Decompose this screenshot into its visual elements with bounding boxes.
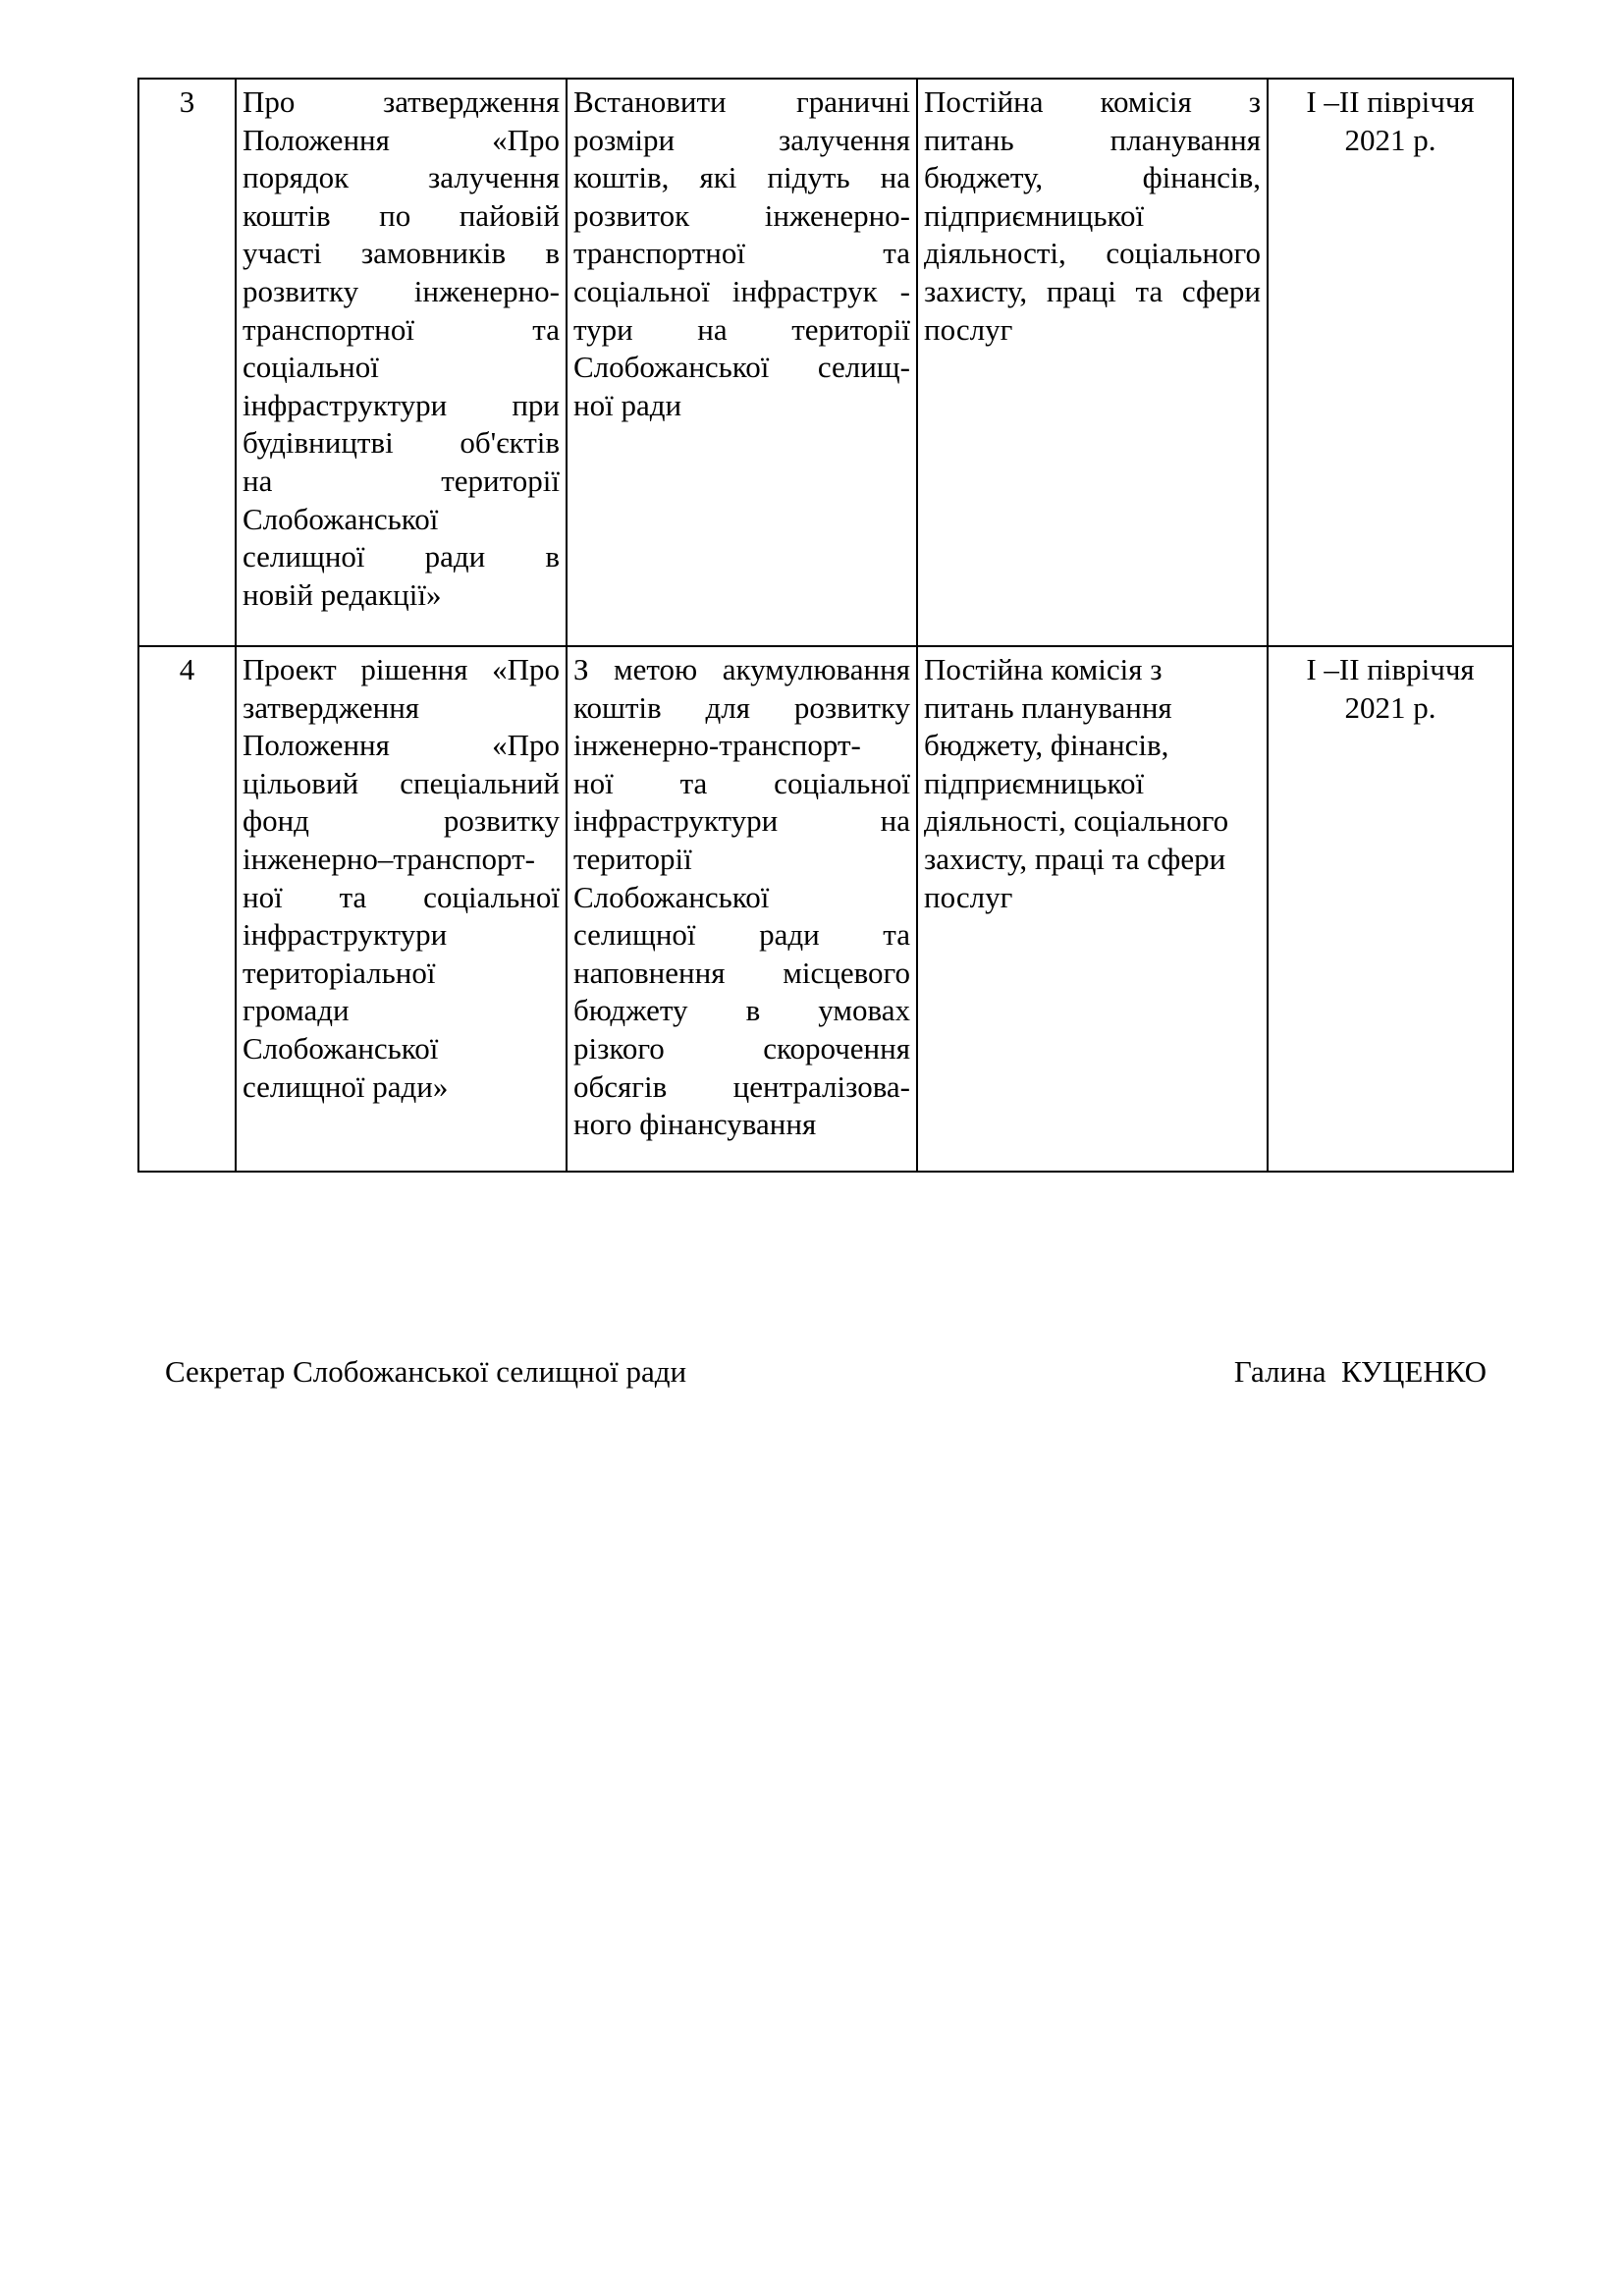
- cell-line: ної та соціальної: [573, 765, 910, 800]
- cell-line: ного фінансування: [573, 1107, 817, 1142]
- cell-line: Слобожанської: [243, 1030, 439, 1066]
- cell-line: підприємницької: [924, 765, 1145, 800]
- cell-line: послуг: [924, 311, 1013, 347]
- cell-line: на території: [243, 463, 560, 498]
- cell-line: тури на території: [573, 311, 910, 347]
- purpose-cell: [567, 646, 917, 1172]
- cell-line: інфраструктури на: [573, 803, 910, 839]
- cell-line: розвитку інженерно-: [243, 273, 560, 308]
- cell-line: Постійна комісія з: [924, 652, 1163, 686]
- cell-line: розміри залучення: [573, 122, 910, 157]
- cell-line: новій редакції»: [243, 576, 442, 612]
- responsible-cell: [917, 646, 1268, 1172]
- cell-line: транспортної та: [573, 236, 910, 271]
- cell-line: соціальної інфраструк -: [573, 273, 910, 308]
- cell-line: коштів по пайовій: [243, 197, 560, 233]
- cell-line: коштів для розвитку: [573, 689, 910, 725]
- cell-line: порядок залучення: [243, 160, 560, 195]
- cell-line: обсягів централізова-: [573, 1068, 910, 1104]
- cell-line: селищної ради»: [243, 1068, 449, 1104]
- cell-line: затвердження: [243, 689, 420, 725]
- cell-line: З метою акумулювання: [573, 652, 910, 686]
- cell-line: бюджету, фінансів,: [924, 728, 1169, 763]
- cell-line: Проект рішення «Про: [243, 652, 560, 686]
- cell-line: різкого скорочення: [573, 1030, 910, 1066]
- signature-name: Галина КУЦЕНКО: [1233, 1354, 1487, 1389]
- cell-line: діяльності, соціального: [924, 236, 1261, 271]
- cell-line: участі замовників в: [243, 236, 560, 271]
- cell-line: коштів, які підуть на: [573, 160, 910, 195]
- cell-line: інженерно-транспорт-: [573, 728, 861, 763]
- cell-line: питань планування: [924, 689, 1172, 725]
- signature-position: Секретар Слобожанської селищної ради: [165, 1354, 687, 1389]
- cell-line: наповнення місцевого: [573, 955, 910, 990]
- responsible-cell: [917, 79, 1268, 646]
- cell-line: будівництві об'єктів: [243, 425, 560, 461]
- cell-line: бюджету, фінансів,: [924, 160, 1261, 195]
- term-cell: [1268, 79, 1513, 646]
- table-row: [138, 646, 1513, 1172]
- cell-line: Положення «Про: [243, 122, 560, 157]
- cell-line: фонд розвитку: [243, 803, 560, 839]
- cell-line: Постійна комісія з: [924, 84, 1261, 119]
- cell-line: території: [573, 841, 692, 876]
- cell-line: інфраструктури при: [243, 387, 560, 422]
- cell-line: громади: [243, 993, 350, 1028]
- purpose-cell: [567, 79, 917, 646]
- cell-line: Слобожанської: [243, 501, 439, 536]
- cell-line: Про затвердження: [243, 84, 560, 119]
- cell-line: питань планування: [924, 122, 1261, 157]
- cell-line: цільовий спеціальний: [243, 765, 560, 800]
- cell-line: Слобожанської селищ-: [573, 350, 910, 385]
- cell-line: підприємницької: [924, 197, 1145, 233]
- term-cell: [1268, 646, 1513, 1172]
- cell-line: транспортної та: [243, 311, 560, 347]
- title-cell: [236, 79, 567, 646]
- cell-line: Слобожанської: [573, 879, 770, 914]
- row-number-cell: [138, 646, 236, 1172]
- cell-line: територіальної: [243, 955, 436, 990]
- cell-line: селищної ради та: [573, 917, 910, 953]
- row-number: 3: [179, 84, 195, 119]
- cell-line: І –ІІ півріччя: [1306, 652, 1475, 686]
- cell-line: захисту, праці та сфери: [924, 841, 1226, 876]
- cell-line: 2021 р.: [1344, 689, 1436, 725]
- table-row: [138, 79, 1513, 646]
- cell-line: діяльності, соціального: [924, 803, 1229, 839]
- cell-line: соціальної: [243, 350, 379, 385]
- cell-line: Положення «Про: [243, 728, 560, 763]
- cell-line: послуг: [924, 879, 1013, 914]
- cell-line: ної та соціальної: [243, 879, 560, 914]
- cell-line: І –ІІ півріччя: [1306, 84, 1475, 119]
- row-number: 4: [179, 652, 195, 686]
- row-number-cell: [138, 79, 236, 646]
- cell-line: бюджету в умовах: [573, 993, 910, 1028]
- cell-line: 2021 р.: [1344, 122, 1436, 157]
- plan-table: [137, 78, 1514, 1173]
- cell-line: селищної ради в: [243, 539, 560, 574]
- cell-line: розвиток інженерно-: [573, 197, 910, 233]
- cell-line: ної ради: [573, 387, 682, 422]
- cell-line: Встановити граничні: [573, 84, 910, 119]
- title-cell: [236, 646, 567, 1172]
- cell-line: інфраструктури: [243, 917, 448, 953]
- cell-line: захисту, праці та сфери: [924, 273, 1261, 308]
- cell-line: інженерно–транспорт-: [243, 841, 535, 876]
